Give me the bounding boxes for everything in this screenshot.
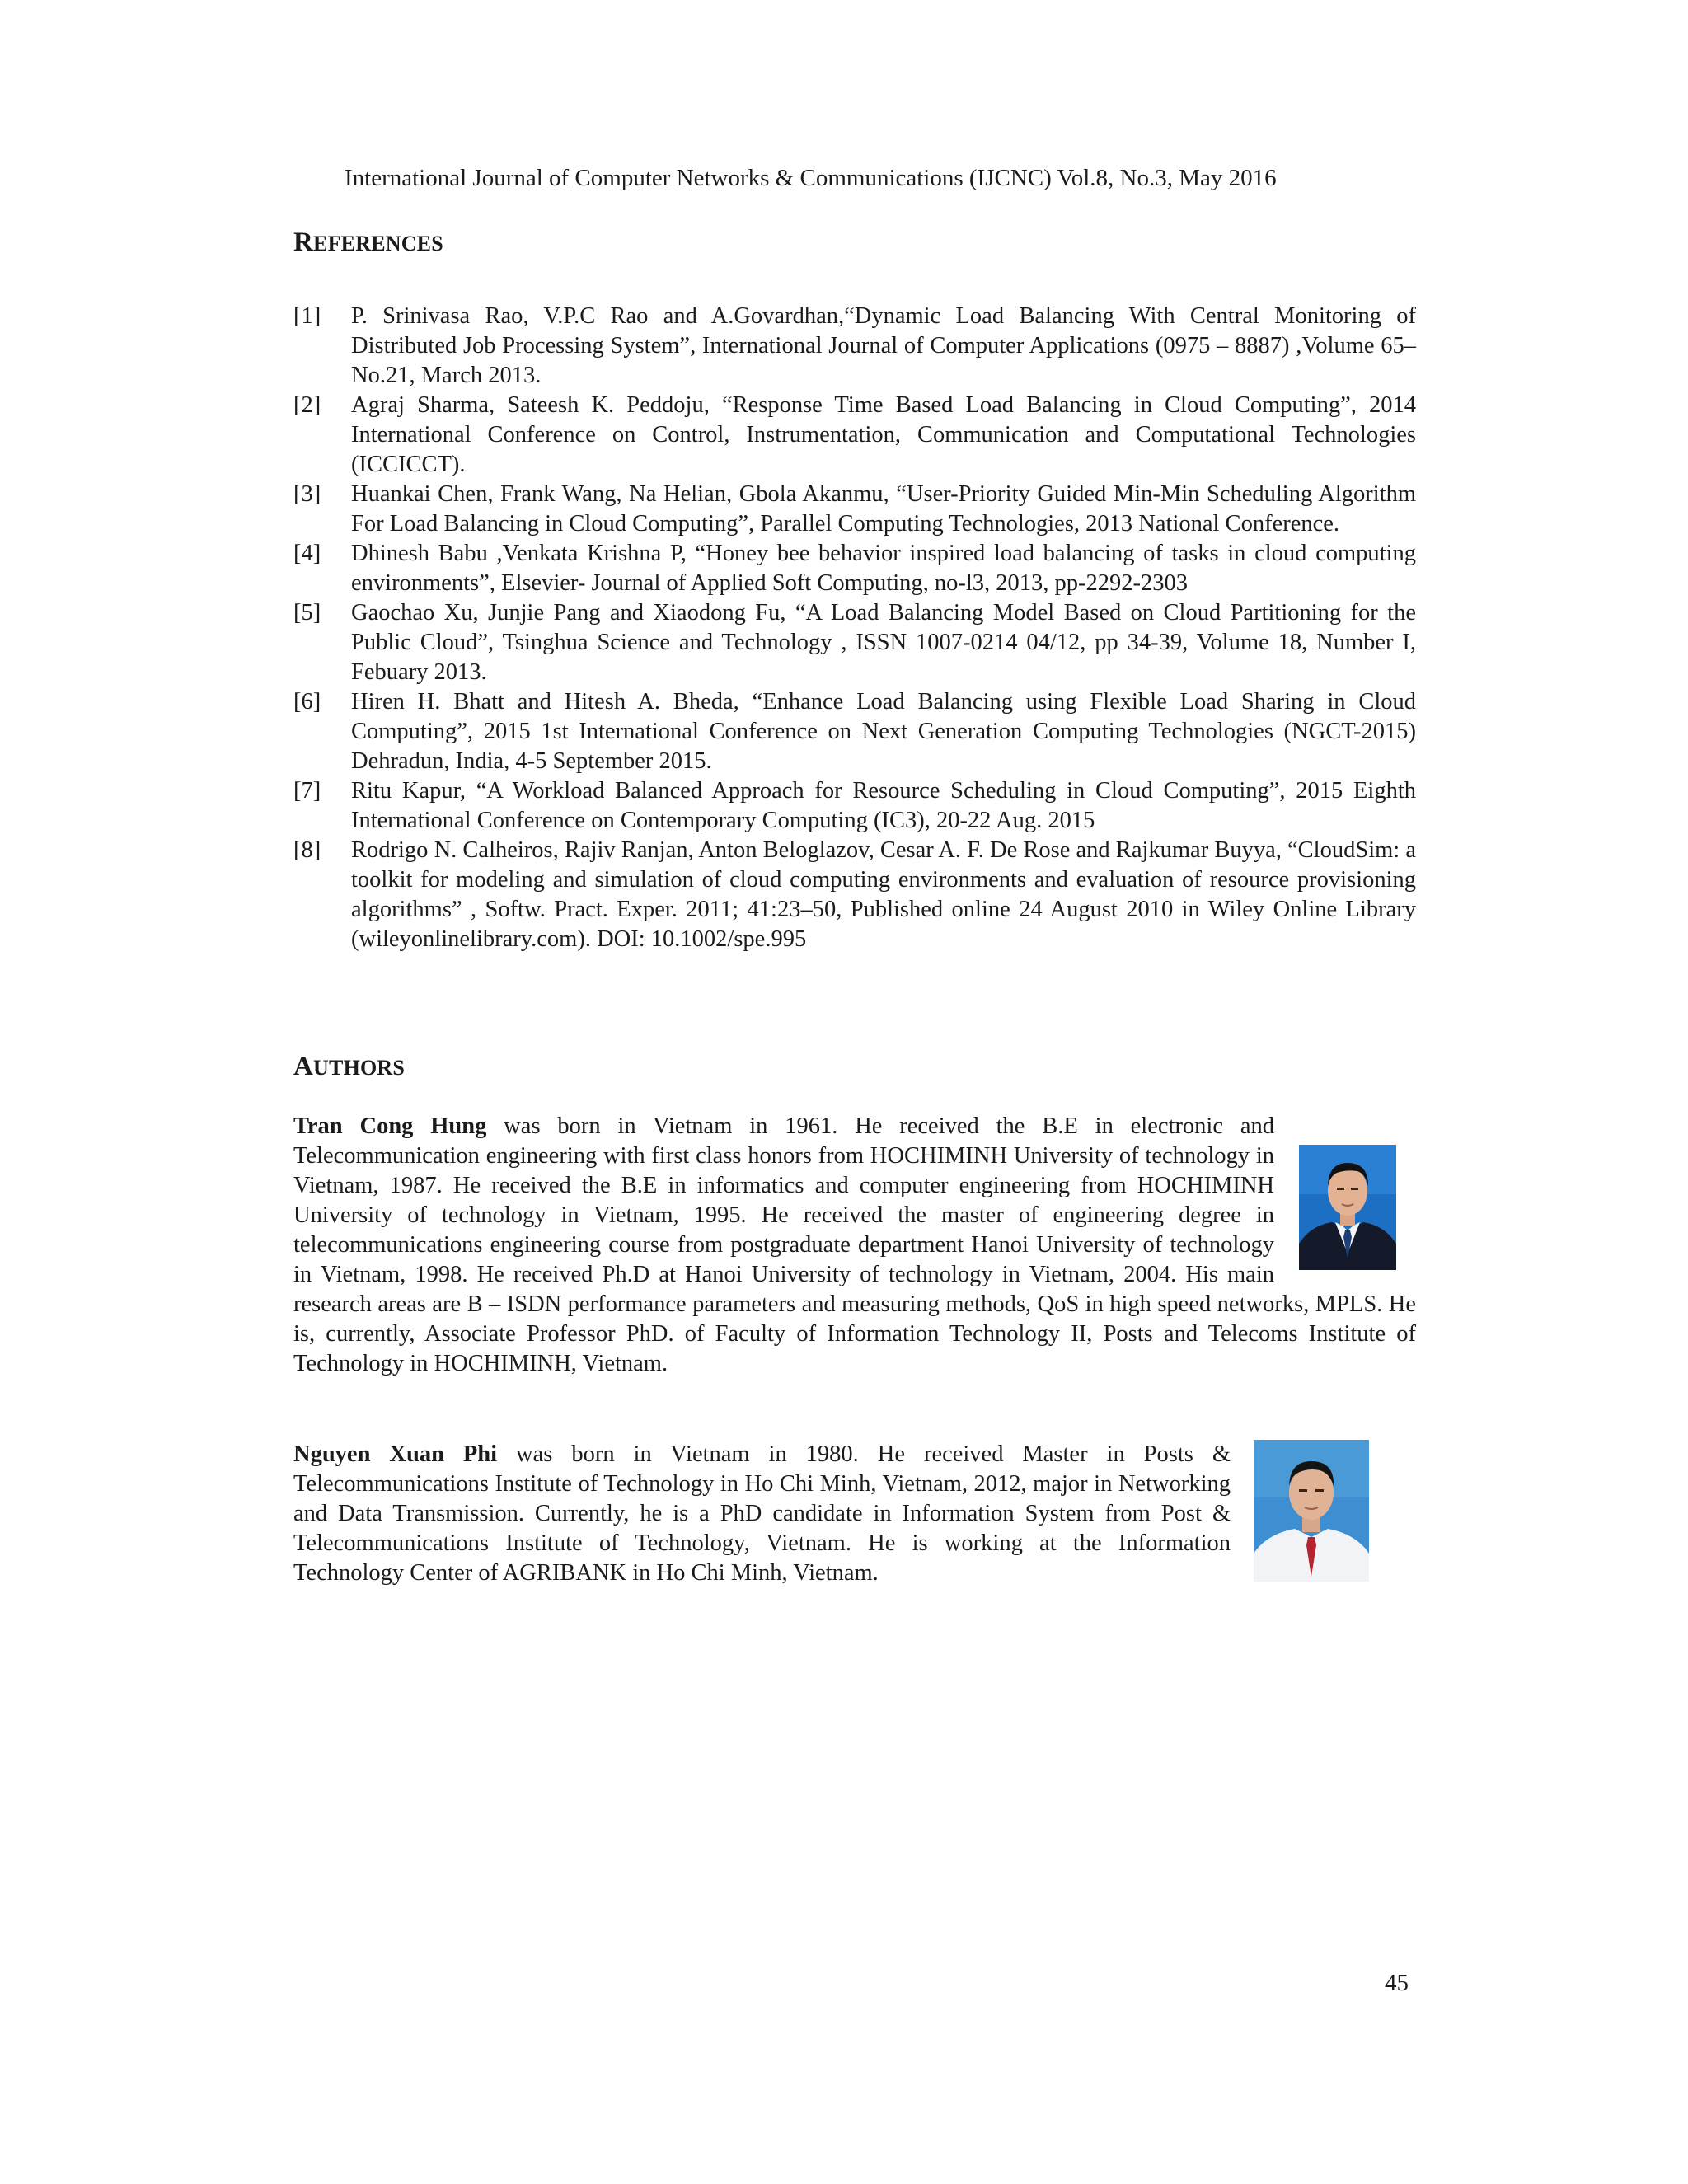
references-heading-initial: R [293,227,314,257]
reference-text: Rodrigo N. Calheiros, Rajiv Ranjan, Anton Beloglazov, Cesar A. F. De Rose and Rajkumar Buyya, “CloudSim: a toolkit for modeling and simulation of cloud computing environments and evaluation of resource provisioning algorithms” , Softw. Pract. Exper. 2011; 41:23–50, Published online 24 August 2010 in Wiley Online Library (wileyonlinelibrary.com). DOI: 10.1002/spe.995 [351,837,1416,952]
reference-list [293,302,1416,954]
reference-item [293,836,1416,954]
reference-number: [7] [293,778,321,804]
reference-number: [1] [293,303,321,329]
page-number: 45 [1385,1970,1409,1996]
reference-number: [5] [293,600,321,626]
reference-item [293,391,1416,480]
reference-number: [6] [293,689,321,715]
author-bio-nguyen-xuan-phi [293,1440,1416,1590]
reference-text: Ritu Kapur, “A Workload Balanced Approach for Resource Scheduling in Cloud Computing”, 2015 Eighth International Conference on Contemporary Computing (IC3), 20-22 Aug. 2015 [351,778,1416,833]
reference-text: P. Srinivasa Rao, V.P.C Rao and A.Govardhan,“Dynamic Load Balancing With Central Monitoring of Distributed Job Processing System”, International Journal of Computer Applications (0975 – 8887) ,Volume 65– No.21, March 2013. [351,303,1416,388]
reference-number: [8] [293,837,321,863]
reference-item [293,480,1416,539]
authors-heading-rest: UTHORS [313,1056,406,1080]
reference-number: [4] [293,541,321,566]
reference-item [293,776,1416,836]
reference-text: Dhinesh Babu ,Venkata Krishna P, “Honey bee behavior inspired load balancing of tasks in cloud computing environments”, Elsevier- Journal of Applied Soft Computing, no-l3, 2013, pp-2292-2303 [351,541,1416,596]
author-name: Nguyen Xuan Phi [293,1441,498,1467]
reference-item [293,302,1416,391]
author-bio-text: was born in Vietnam in 1961. He received the B.E in electronic and Telecommunication engineering with first class honors from HOCHIMINH University of technology in Vietnam, 1987. He received the B.E in informatics and computer engineering from HOCHIMINH University of technology in Vietnam, 1995. He received the master of engineering degree in telecommunications engineering course from postgraduate department Hanoi University of technology in Vietnam, 1998. He received Ph.D at Hanoi University of technology in Vietnam, 2004. His main research areas are B – ISDN performance parameters and measuring methods, QoS in high speed networks, MPLS. He is, currently, Associate Professor PhD. of Faculty of Information Technology II, Posts and Telecoms Institute of Technology in HOCHIMINH, Vietnam. [293,1113,1416,1376]
reference-text: Hiren H. Bhatt and Hitesh A. Bheda, “Enhance Load Balancing using Flexible Load Sharing in Cloud Computing”, 2015 1st International Conference on Next Generation Computing Technologies (NGCT-2015) Dehradun, India, 4-5 September 2015. [351,689,1416,774]
authors-heading [293,1050,405,1085]
reference-text: Gaochao Xu, Junjie Pang and Xiaodong Fu, “A Load Balancing Model Based on Cloud Partitioning for the Public Cloud”, Tsinghua Science and Technology , ISSN 1007-0214 04/12, pp 34-39, Volume 18, Number I, Febuary 2013. [351,600,1416,685]
reference-number: [2] [293,392,321,418]
reference-item [293,687,1416,776]
reference-text: Agraj Sharma, Sateesh K. Peddoju, “Response Time Based Load Balancing in Cloud Computing”, 2014 International Conference on Control, Instrumentation, Communication and Computational Technologies (ICCICCT). [351,392,1416,477]
author-photo-nguyen-xuan-phi [1254,1440,1369,1582]
references-heading [293,226,443,260]
author-bio-text: was born in Vietnam in 1980. He received Master in Posts & Telecommunications Institute of Technology in Ho Chi Minh, Vietnam, 2012, major in Networking and Data Transmission. Currently, he is a PhD candidate in Information System from Post & Telecommunications Institute of Technology, Vietnam. He is working at the Information Technology Center of AGRIBANK in Ho Chi Minh, Vietnam. [293,1441,1231,1586]
reference-text: Huankai Chen, Frank Wang, Na Helian, Gbola Akanmu, “User-Priority Guided Min-Min Scheduling Algorithm For Load Balancing in Cloud Computing”, Parallel Computing Technologies, 2013 National Conference. [351,481,1416,537]
author-name: Tran Cong Hung [293,1113,487,1139]
reference-number: [3] [293,481,321,507]
reference-item [293,598,1416,687]
authors-heading-initial: A [293,1052,314,1081]
references-heading-rest: EFERENCES [313,232,443,255]
author-bio-tran-cong-hung [293,1112,1416,1379]
reference-item [293,539,1416,598]
author-photo-tran-cong-hung [1299,1145,1396,1270]
running-header: International Journal of Computer Networks & Communications (IJCNC) Vol.8, No.3, May 2016 [345,165,1277,191]
